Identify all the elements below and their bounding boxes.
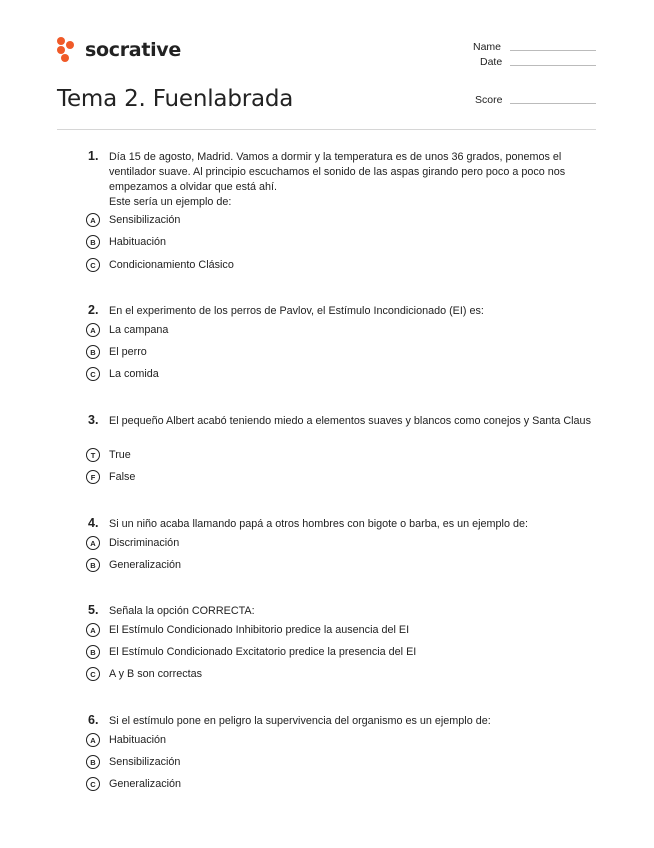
question-body: Día 15 de agosto, Madrid. Vamos a dormir y la temperatura es de unos 36 grados, ponemos el ventilador suave. Al principio escuchamos el sonido de las aspas girando pero poco a poco nos empezamos a olvidar que está ahí. — [109, 151, 566, 193]
option-letter-badge: C — [86, 258, 100, 272]
socrative-logo-icon — [57, 37, 79, 63]
option-text: Discriminación — [109, 537, 180, 549]
question-text: Señala la opción CORRECTA: — [109, 605, 255, 617]
q6-option-a[interactable] — [86, 732, 166, 748]
logo-text: socrative — [85, 39, 181, 61]
option-letter-badge: C — [86, 367, 100, 381]
q1-option-b[interactable] — [86, 234, 166, 250]
option-text: La comida — [109, 368, 159, 380]
q1-option-a[interactable] — [86, 212, 180, 228]
question-text — [109, 150, 594, 210]
page-title: Tema 2. Fuenlabrada — [57, 86, 294, 112]
option-letter-badge: F — [86, 470, 100, 484]
question-number: 4. — [88, 516, 99, 530]
option-text: El Estímulo Condicionado Excitatorio predice la presencia del EI — [109, 646, 417, 658]
question-number: 3. — [88, 413, 99, 427]
question-number: 1. — [88, 149, 99, 163]
q3-option-true[interactable] — [86, 447, 131, 463]
option-letter-badge: C — [86, 777, 100, 791]
option-text: La campana — [109, 324, 169, 336]
name-label: Name — [473, 41, 502, 53]
option-text: Condicionamiento Clásico — [109, 259, 234, 271]
option-letter-badge: B — [86, 558, 100, 572]
header-divider — [57, 129, 596, 130]
option-letter-badge: A — [86, 623, 100, 637]
option-text: El Estímulo Condicionado Inhibitorio predice la ausencia del EI — [109, 624, 410, 636]
question-text: En el experimento de los perros de Pavlov, el Estímulo Incondicionado (EI) es: — [109, 305, 484, 317]
question-subtext: Este sería un ejemplo de: — [109, 196, 232, 208]
q3-option-false[interactable] — [86, 469, 135, 485]
question-number: 2. — [88, 303, 99, 317]
date-field[interactable] — [510, 65, 596, 66]
q2-option-a[interactable] — [86, 322, 168, 338]
q2-option-b[interactable] — [86, 344, 147, 360]
option-letter-badge: A — [86, 536, 100, 550]
option-text: A y B son correctas — [109, 668, 203, 680]
option-text: True — [109, 449, 131, 461]
option-text: El perro — [109, 346, 147, 358]
option-letter-badge: B — [86, 755, 100, 769]
question-number: 6. — [88, 713, 99, 727]
name-field[interactable] — [510, 50, 596, 51]
option-letter-badge: A — [86, 733, 100, 747]
option-letter-badge: B — [86, 235, 100, 249]
q6-option-c[interactable] — [86, 776, 181, 792]
option-text: Sensibilización — [109, 214, 181, 226]
option-letter-badge: T — [86, 448, 100, 462]
question-text: Si el estímulo pone en peligro la supervivencia del organismo es un ejemplo de: — [109, 715, 491, 727]
option-text: Habituación — [109, 236, 167, 248]
score-label: Score — [475, 94, 503, 106]
question-text: Si un niño acaba llamando papá a otros hombres con bigote o barba, es un ejemplo de: — [109, 518, 528, 530]
option-letter-badge: A — [86, 323, 100, 337]
score-field[interactable] — [510, 103, 596, 104]
option-letter-badge: B — [86, 645, 100, 659]
option-letter-badge: B — [86, 345, 100, 359]
q4-option-a[interactable] — [86, 535, 179, 551]
option-text: Habituación — [109, 734, 167, 746]
socrative-logo — [57, 37, 181, 63]
q2-option-c[interactable] — [86, 366, 159, 382]
q5-option-a[interactable] — [86, 622, 409, 638]
option-letter-badge: A — [86, 213, 100, 227]
q5-option-c[interactable] — [86, 666, 202, 682]
option-text: False — [109, 471, 136, 483]
q6-option-b[interactable] — [86, 754, 180, 770]
question-number: 5. — [88, 603, 99, 617]
option-letter-badge: C — [86, 667, 100, 681]
option-text: Sensibilización — [109, 756, 181, 768]
option-text: Generalización — [109, 559, 182, 571]
q5-option-b[interactable] — [86, 644, 416, 660]
option-text: Generalización — [109, 778, 182, 790]
q1-option-c[interactable] — [86, 257, 234, 273]
question-text: El pequeño Albert acabó teniendo miedo a elementos suaves y blancos como conejos y Santa Claus — [109, 415, 591, 427]
date-label: Date — [480, 56, 503, 68]
q4-option-b[interactable] — [86, 557, 181, 573]
